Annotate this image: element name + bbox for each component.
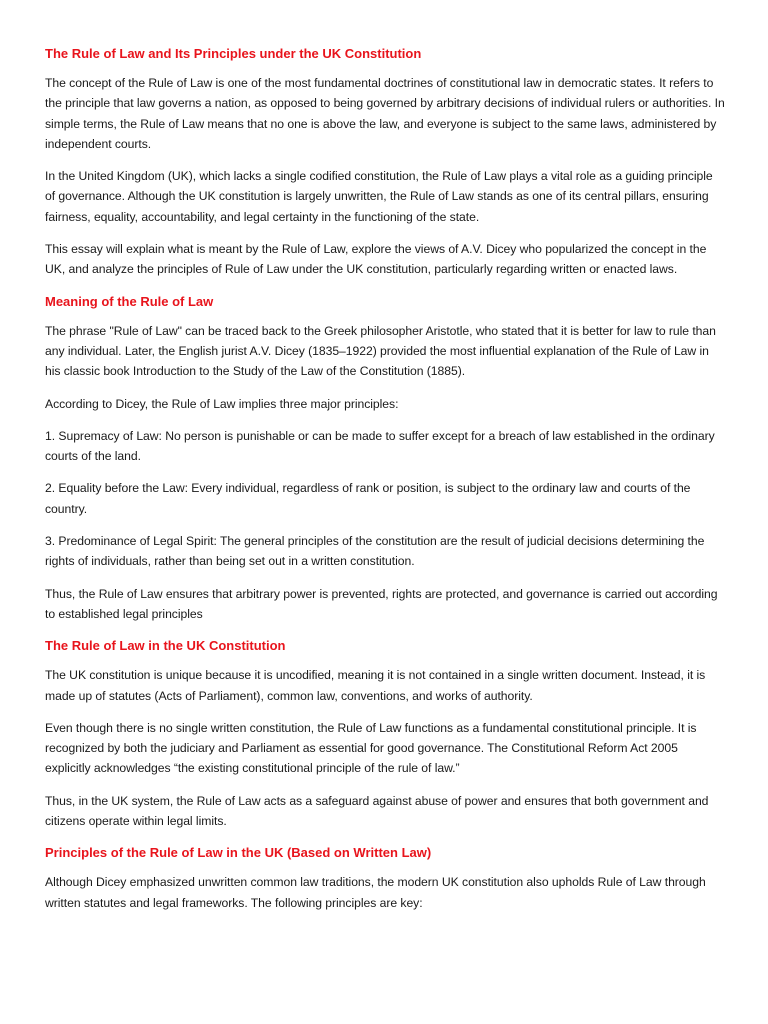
meaning-conclusion: Thus, the Rule of Law ensures that arbitrary power is prevented, rights are protected, and governance is carried out according to established legal principles <box>45 586 718 621</box>
uk-paragraph-3: Thus, in the UK system, the Rule of Law acts as a safeguard against abuse of power and ensures that both government and citizens operate within legal limits. <box>45 793 709 829</box>
intro-paragraph-2: In the United Kingdom (UK), which lacks a single codified constitution, the Rule of Law plays a vital role as a guiding principle of governance. Although the UK constitution is largely unwritten, the Rule of Law stands as one of its central pillars, ensuring fairness, equality, accountability, and legal certainty in the functioning of the state. <box>45 169 713 224</box>
document-page <box>45 44 725 925</box>
intro-paragraph-3: This essay will explain what is meant by the Rule of Law, explore the views of A.V. Dicey who popularized the concept in the UK, and analyze the principles of Rule of Law under the UK constitution, particularly regarding written or enacted laws. <box>45 242 707 277</box>
section-heading-rule-of-law: The Rule of Law and Its Principles under the UK Constitution <box>45 46 422 61</box>
intro-paragraph-1: The concept of the Rule of Law is one of the most fundamental doctrines of constitutional law in democratic states. It refers to the principle that law governs a nation, as opposed to being governed by arbitrary decisions of individual rulers or authorities. In simple terms, the Rule of Law means that no one is above the law, and everyone is subject to the same laws, administered by independent courts. <box>45 76 725 151</box>
section-heading-principles: Principles of the Rule of Law in the UK (Based on Written Law) <box>45 845 432 861</box>
meaning-paragraph-2: According to Dicey, the Rule of Law implies three major principles: <box>45 396 399 411</box>
section-heading-meaning: Meaning of the Rule of Law <box>45 293 214 309</box>
principle-supremacy: 1. Supremacy of Law: No person is punishable or can be made to suffer except for a breach of law established in the ordinary courts of the land. <box>45 428 715 464</box>
meaning-paragraph-1: The phrase "Rule of Law" can be traced back to the Greek philosopher Aristotle, who stated that it is better for law to rule than any individual. Later, the English jurist A.V. Dicey (1835–1922) provided the most influential explanation of the Rule of Law in his classic book Introduction to the Study of the Law of the Constitution (1885). <box>45 323 716 379</box>
principle-legal-spirit: 3. Predominance of Legal Spirit: The general principles of the constitution are the result of judicial decisions determining the rights of individuals, rather than being set out in a written constitution. <box>45 534 705 569</box>
principle-equality: 2. Equality before the Law: Every individual, regardless of rank or position, is subject to the ordinary law and courts of the country. <box>45 481 691 516</box>
uk-paragraph-2: Even though there is no single written constitution, the Rule of Law functions as a fundamental constitutional principle. It is recognized by both the judiciary and Parliament as essential for good governance. The Constitutional Reform Act 2005 explicitly acknowledges “the existing constitutional principle of the rule of law.” <box>45 720 697 776</box>
principles-paragraph-1: Although Dicey emphasized unwritten common law traditions, the modern UK constitution also upholds Rule of Law through written statutes and legal frameworks. The following principles are key: <box>45 875 706 910</box>
uk-paragraph-1: The UK constitution is unique because it is uncodified, meaning it is not contained in a single written document. Instead, it is made up of statutes (Acts of Parliament), common law, conventions, and works of authority. <box>45 668 706 703</box>
section-heading-uk-constitution: The Rule of Law in the UK Constitution <box>45 638 286 654</box>
